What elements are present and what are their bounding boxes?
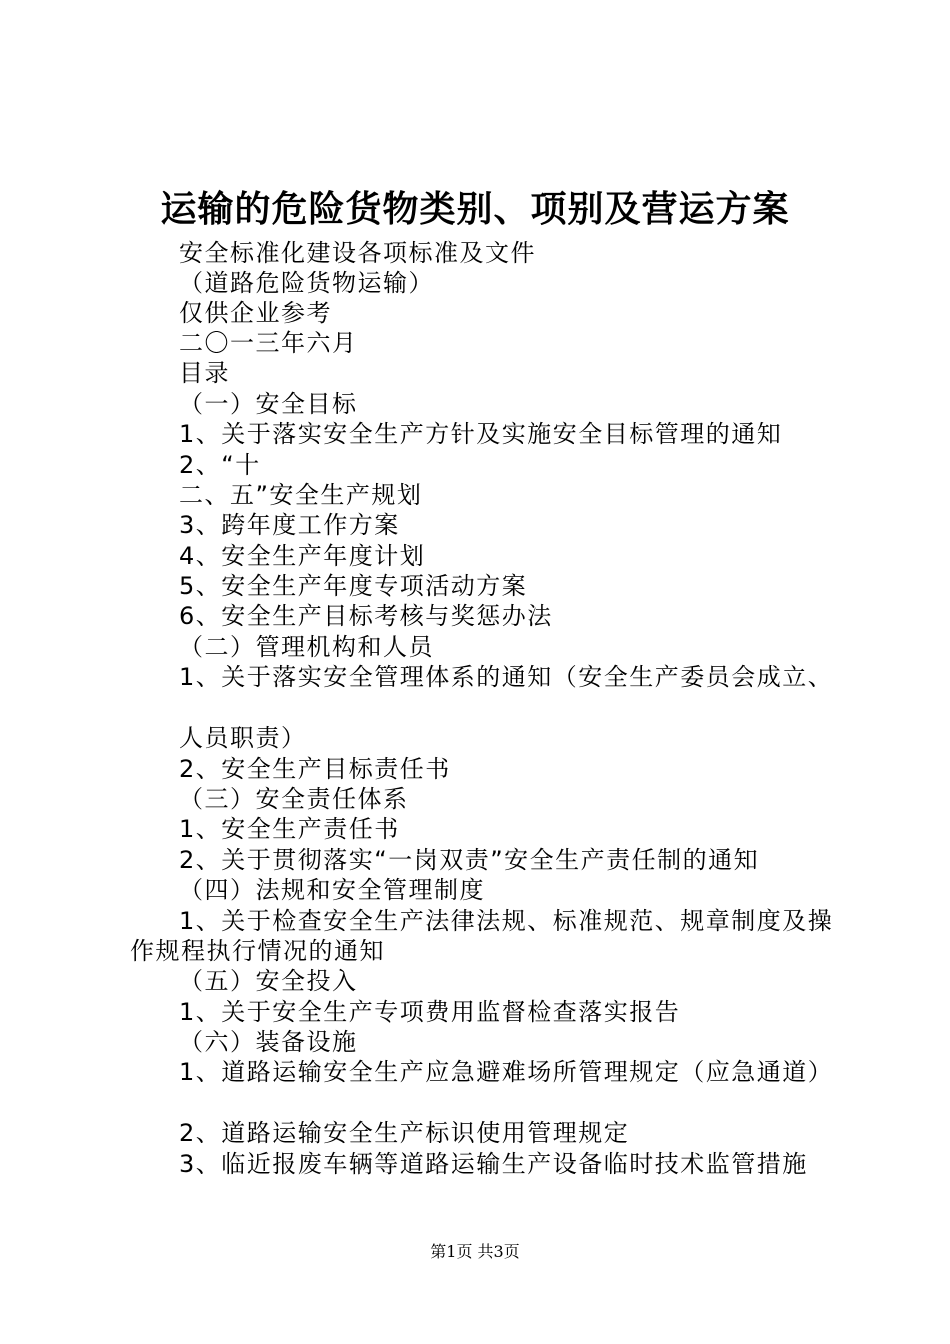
document-title: 运输的危险货物类别、项别及营运方案 [160, 188, 790, 230]
toc-item: 1、关于落实安全管理体系的通知（安全生产委员会成立、 [179, 663, 834, 691]
toc-item: 1、关于检查安全生产法律法规、标准规范、规章制度及操 [179, 907, 834, 935]
date-line: 二〇一三年六月 [179, 329, 358, 357]
toc-item: 6、安全生产目标考核与奖惩办法 [179, 602, 553, 630]
toc-item: 作规程执行情况的通知 [130, 937, 385, 965]
section-heading: （二）管理机构和人员 [179, 633, 434, 661]
section-heading: （六）装备设施 [179, 1028, 358, 1056]
toc-item: 人员职责） [179, 724, 307, 752]
toc-item: 1、关于落实安全生产方针及实施安全目标管理的通知 [179, 420, 783, 448]
section-heading: （三）安全责任体系 [179, 785, 409, 813]
toc-item: 2、安全生产目标责任书 [179, 755, 451, 783]
toc-item: 3、临近报废车辆等道路运输生产设备临时技术监管措施 [179, 1150, 808, 1178]
subtitle-line: （道路危险货物运输） [179, 269, 434, 297]
toc-item: 1、道路运输安全生产应急避难场所管理规定（应急通道） [179, 1058, 834, 1086]
toc-item: 二、五”安全生产规划 [179, 481, 423, 509]
toc-item: 2、关于贯彻落实“一岗双责”安全生产责任制的通知 [179, 846, 760, 874]
page-footer: 第1页 共3页 [430, 1242, 520, 1261]
toc-item: 5、安全生产年度专项活动方案 [179, 572, 528, 600]
section-heading: （一）安全目标 [179, 390, 358, 418]
subtitle-line: 安全标准化建设各项标准及文件 [179, 239, 536, 267]
toc-item: 4、安全生产年度计划 [179, 542, 426, 570]
toc-item: 2、“十 [179, 451, 261, 479]
toc-item: 2、道路运输安全生产标识使用管理规定 [179, 1119, 630, 1147]
toc-heading: 目录 [179, 359, 230, 387]
toc-item: 3、跨年度工作方案 [179, 511, 400, 539]
toc-item: 1、安全生产责任书 [179, 815, 400, 843]
note-line: 仅供企业参考 [179, 299, 332, 327]
section-heading: （五）安全投入 [179, 967, 358, 995]
toc-item: 1、关于安全生产专项费用监督检查落实报告 [179, 998, 681, 1026]
section-heading: （四）法规和安全管理制度 [179, 876, 485, 904]
